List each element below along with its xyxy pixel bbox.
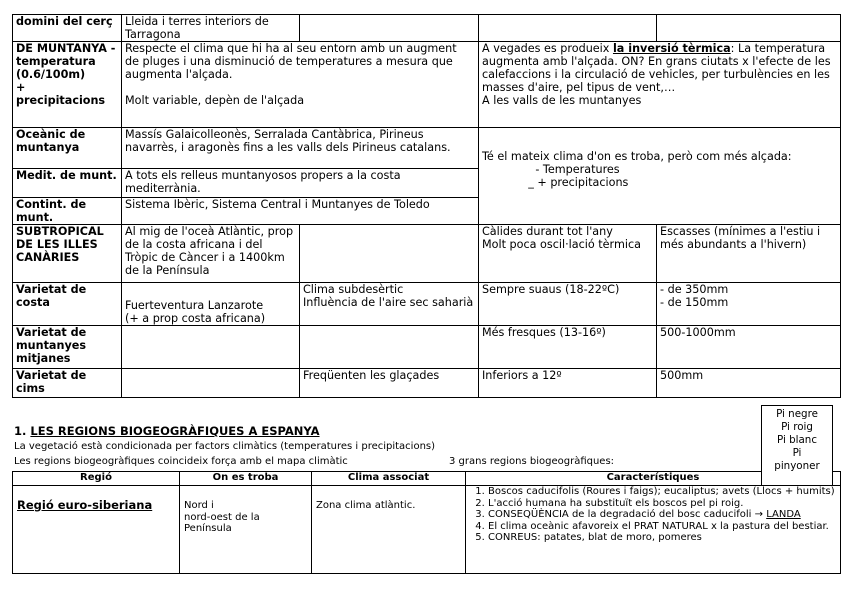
table-row (13, 283, 841, 326)
list-item: 1. Boscos caducifolis (Roures i faigs); eucaliptus; avets (Llocs + humits) (488, 486, 836, 498)
climate-name: Contint. de munt. (13, 198, 122, 225)
climate-location: Lleida i terres interiors de Tarragona (122, 15, 300, 42)
temperature-note: A vegades es produeix la inversió tèrmica: La temperatura augmenta amb l'alçada. ON? En grans ciutats x l'efecte de les calefaccions i la circulació de vehicles, per turbulències en les masses d'aire, pel tipus de vent,… A les valls de les muntanyes (479, 42, 841, 128)
region-climate: Zona clima atlàntic. (312, 486, 466, 574)
table-row (13, 225, 841, 283)
climate-location: A tots els relleus muntanyosos propers a la costa mediterrània. (122, 169, 479, 198)
table-header-row (13, 472, 841, 486)
table-row (13, 128, 841, 169)
region-location: Nord i nord-oest de la Península (180, 486, 312, 574)
climate-name: Oceànic de muntanya (13, 128, 122, 169)
precipitation-cell: 500mm (657, 369, 841, 398)
table-row (13, 326, 841, 369)
climate-associated: Freqüenten les glaçades (300, 369, 479, 398)
intro-line: Les regions biogeogràfiques coincideix força amb el mapa climàtic (14, 456, 348, 467)
table-row (13, 15, 841, 42)
climate-name: domini del cerç (13, 15, 122, 42)
table-row (13, 369, 841, 398)
temperature-cell: Inferiors a 12º (479, 369, 657, 398)
table-row (13, 42, 841, 128)
column-header: Característiques (466, 472, 841, 486)
temperature-cell: Més fresques (13-16º) (479, 326, 657, 369)
section-heading: 1. LES REGIONS BIOGEOGRÀFIQUES A ESPANYA (14, 424, 320, 438)
climate-name: Varietat de cims (13, 369, 122, 398)
climate-name: DE MUNTANYA - temperatura (0.6/100m) + precipitacions (13, 42, 122, 128)
pine-item: Pi (792, 447, 802, 459)
climate-name: Varietat de muntanyes mitjanes (13, 326, 122, 369)
list-item: 4. El clima oceànic afavoreix el PRAT NATURAL x la pastura del bestiar. (488, 521, 836, 533)
column-header: Clima associat (312, 472, 466, 486)
table-row (13, 486, 841, 574)
region-cell (13, 486, 180, 574)
temperature-cell: Càlides durant tot l'any Molt poca oscil·lació tèrmica (479, 225, 657, 283)
precipitation-cell: - de 350mm - de 150mm (657, 283, 841, 326)
pine-item: pinyoner (774, 460, 820, 472)
precipitation-cell: 500-1000mm (657, 326, 841, 369)
pine-item: Pi blanc (776, 434, 817, 446)
temperature-note: Té el mateix clima d'on es troba, però com més alçada: - Temperatures _ + precipitacions (479, 128, 841, 225)
column-header: On es troba (180, 472, 312, 486)
intro-line: 3 grans regions biogeogràfiques: (449, 456, 615, 467)
region-name: Regió euro-siberiana (17, 498, 153, 512)
temperature-cell: Sempre suaus (18-22ºC) (479, 283, 657, 326)
climate-name: Varietat de costa (13, 283, 122, 326)
regions-table (12, 471, 841, 574)
precipitation-cell: Escasses (mínimes a l'estiu i més abundants a l'hivern) (657, 225, 841, 283)
thermal-inversion-term: la inversió tèrmica (612, 42, 731, 55)
climate-associated: Clima subdesèrtic Influència de l'aire sec saharià (300, 283, 479, 326)
pine-species-box (761, 405, 833, 486)
climate-location: Al mig de l'oceà Atlàntic, prop de la costa africana i del Tròpic de Càncer i a 1400km de la Península (122, 225, 300, 283)
climate-name: SUBTROPICAL DE LES ILLES CANÀRIES (13, 225, 122, 283)
arrow-icon: → (754, 509, 764, 520)
pine-item: Pi roig (781, 421, 813, 433)
section-title: LES REGIONS BIOGEOGRÀFIQUES A ESPANYA (30, 424, 320, 438)
climate-location: Fuerteventura Lanzarote (+ a prop costa africana) (122, 283, 300, 326)
column-header: Regió (13, 472, 180, 486)
list-item: 3. CONSEQÜÈNCIA de la degradació del bosc caducifoli → LANDA (488, 509, 836, 521)
climate-table (12, 14, 841, 398)
region-characteristics (466, 486, 841, 574)
intro-line: La vegetació està condicionada per factors climàtics (temperatures i precipitacions) (14, 441, 436, 452)
list-item: 2. L'acció humana ha substituït els boscos pel pi roig. (488, 498, 836, 510)
climate-location: Sistema Ibèric, Sistema Central i Muntanyes de Toledo (122, 198, 479, 225)
characteristics-list (470, 486, 836, 544)
landa-term: LANDA (766, 509, 801, 520)
climate-description: Respecte el clima que hi ha al seu entorn amb un augment de pluges i una disminució de temperatures a mesura que augmenta l'alçada. Molt variable, depèn de l'alçada (122, 42, 479, 128)
pine-item: Pi negre (776, 408, 818, 420)
climate-name: Medit. de munt. (13, 169, 122, 198)
climate-location: Massís Galaicolleonès, Serralada Cantàbrica, Pirineus navarrès, i aragonès fins a les valls dels Pirineus catalans. (122, 128, 479, 169)
list-item: 5. CONREUS: patates, blat de moro, pomeres (488, 532, 836, 544)
